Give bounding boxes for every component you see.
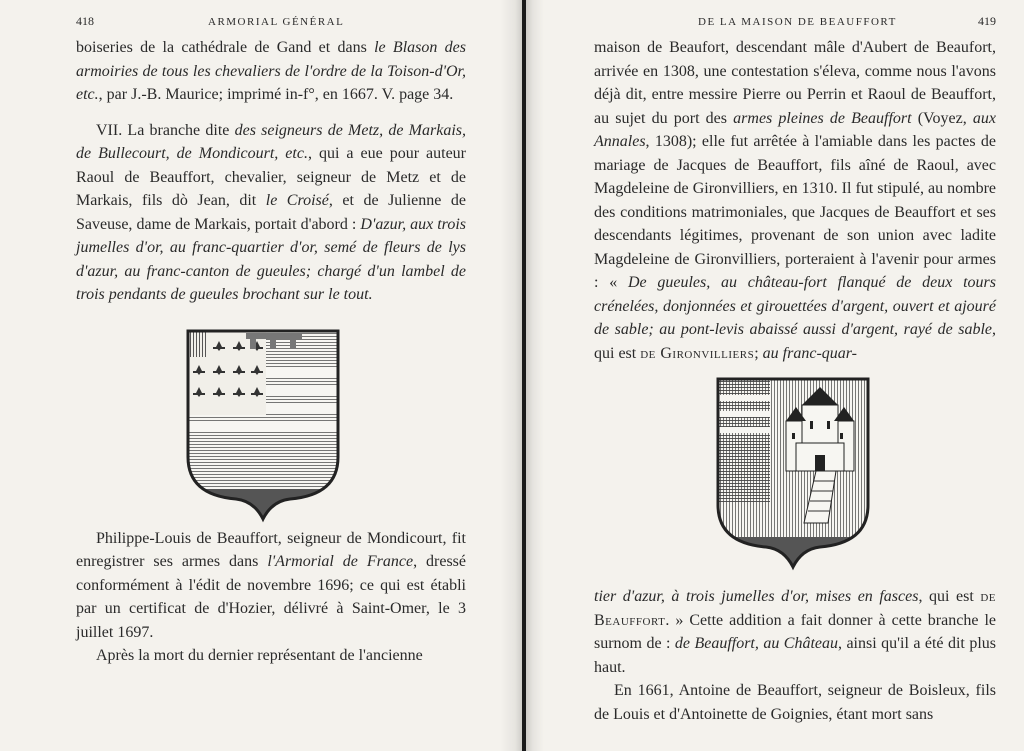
left-paragraph-3: Philippe-Louis de Beauffort, seigneur de Mondicourt, fit enregistrer ses armes dans l'Armorial de France, dressé conformément à l'édit de novembre 1696; ce qui est établi par un certificat de d'Hozier, délivré à Saint-Omer, le 3 juillet 1697.	[76, 529, 466, 641]
right-paragraph-2: tier d'azur, à trois jumelles d'or, mises en fasces, qui est de Beauffort. » Cette addition a fait donner à cette branche le surnom de : de Beauffort, au Château, ainsi qu'il a été dit plus haut.	[594, 588, 997, 676]
right-page-header	[594, 12, 996, 36]
right-paragraph-3: En 1661, Antoine de Beauffort, seigneur de Boisleux, fils de Louis et d'Antoinette de Goignies, étant mort sans	[594, 682, 996, 723]
left-paragraph-4: Après la mort du dernier représentant de l'ancienne	[96, 647, 423, 664]
left-paragraph-1: boiseries de la cathédrale de Gand et dans le Blason des armoiries de tous les chevaliers de l'ordre de la Toison-d'Or, etc., par J.-B. Maurice; imprimé in-f°, en 1667. V. page 34.	[76, 39, 466, 103]
right-page-number: 419	[978, 14, 996, 28]
coat-of-arms-metz-markais	[186, 329, 340, 523]
right-page	[528, 0, 1024, 751]
left-running-head: ARMORIAL GÉNÉRAL	[208, 16, 345, 28]
left-figure	[76, 307, 466, 527]
left-page-header	[76, 12, 466, 36]
right-paragraph-1: maison de Beaufort, descendant mâle d'Aubert de Beaufort, arrivée en 1308, une contestation s'éleva, comme nous l'avons déjà dit, entre messire Pierre ou Perrin et Raoul de Beauffort, au sujet du port des armes pleines de Beauffort (Voyez, aux Annales, 1308); elle fut arrêtée à l'amiable dans les pactes de mariage de Jacques de Beauffort, fils aîné de Raoul, avec Magdeleine de Gironvilliers, en 1310. Il fut stipulé, au nombre des conditions matrimoniales, que Jacques de Beauffort et ses descendants légitimes, provenant de son union avec ladite Magdeleine de Gironvilliers, porteraient à l'avenir pour armes : « De gueules, au château-fort flanqué de deux tours crénelées, donjonnées et girouettées d'argent, ouvert et ajouré de sable; au pont-levis abaissé aussi d'argent, rayé de sable, qui est de Gironvilliers; au franc-quar-	[594, 39, 997, 362]
right-running-head: DE LA MAISON DE BEAUFFORT	[698, 16, 897, 28]
left-page-number: 418	[76, 14, 94, 28]
coat-of-arms-gironvilliers	[716, 377, 870, 571]
right-figure	[594, 365, 996, 585]
left-paragraph-2: VII. La branche dite des seigneurs de Metz, de Markais, de Bullecourt, de Mondicourt, etc., qui a eue pour auteur Raoul de Beauffort, chevalier, seigneur de Metz et de Markais, fils dò Jean, dit le Croisé, et de Julienne de Saveuse, dame de Markais, portait d'abord : D'azur, aux trois jumelles d'or, au franc-quartier d'or, semé de fleurs de lys d'azur, au franc-canton de gueules; chargé d'un lambel de trois pendants de gueules brochant sur le tout.	[76, 121, 466, 303]
book-spine	[522, 0, 526, 751]
